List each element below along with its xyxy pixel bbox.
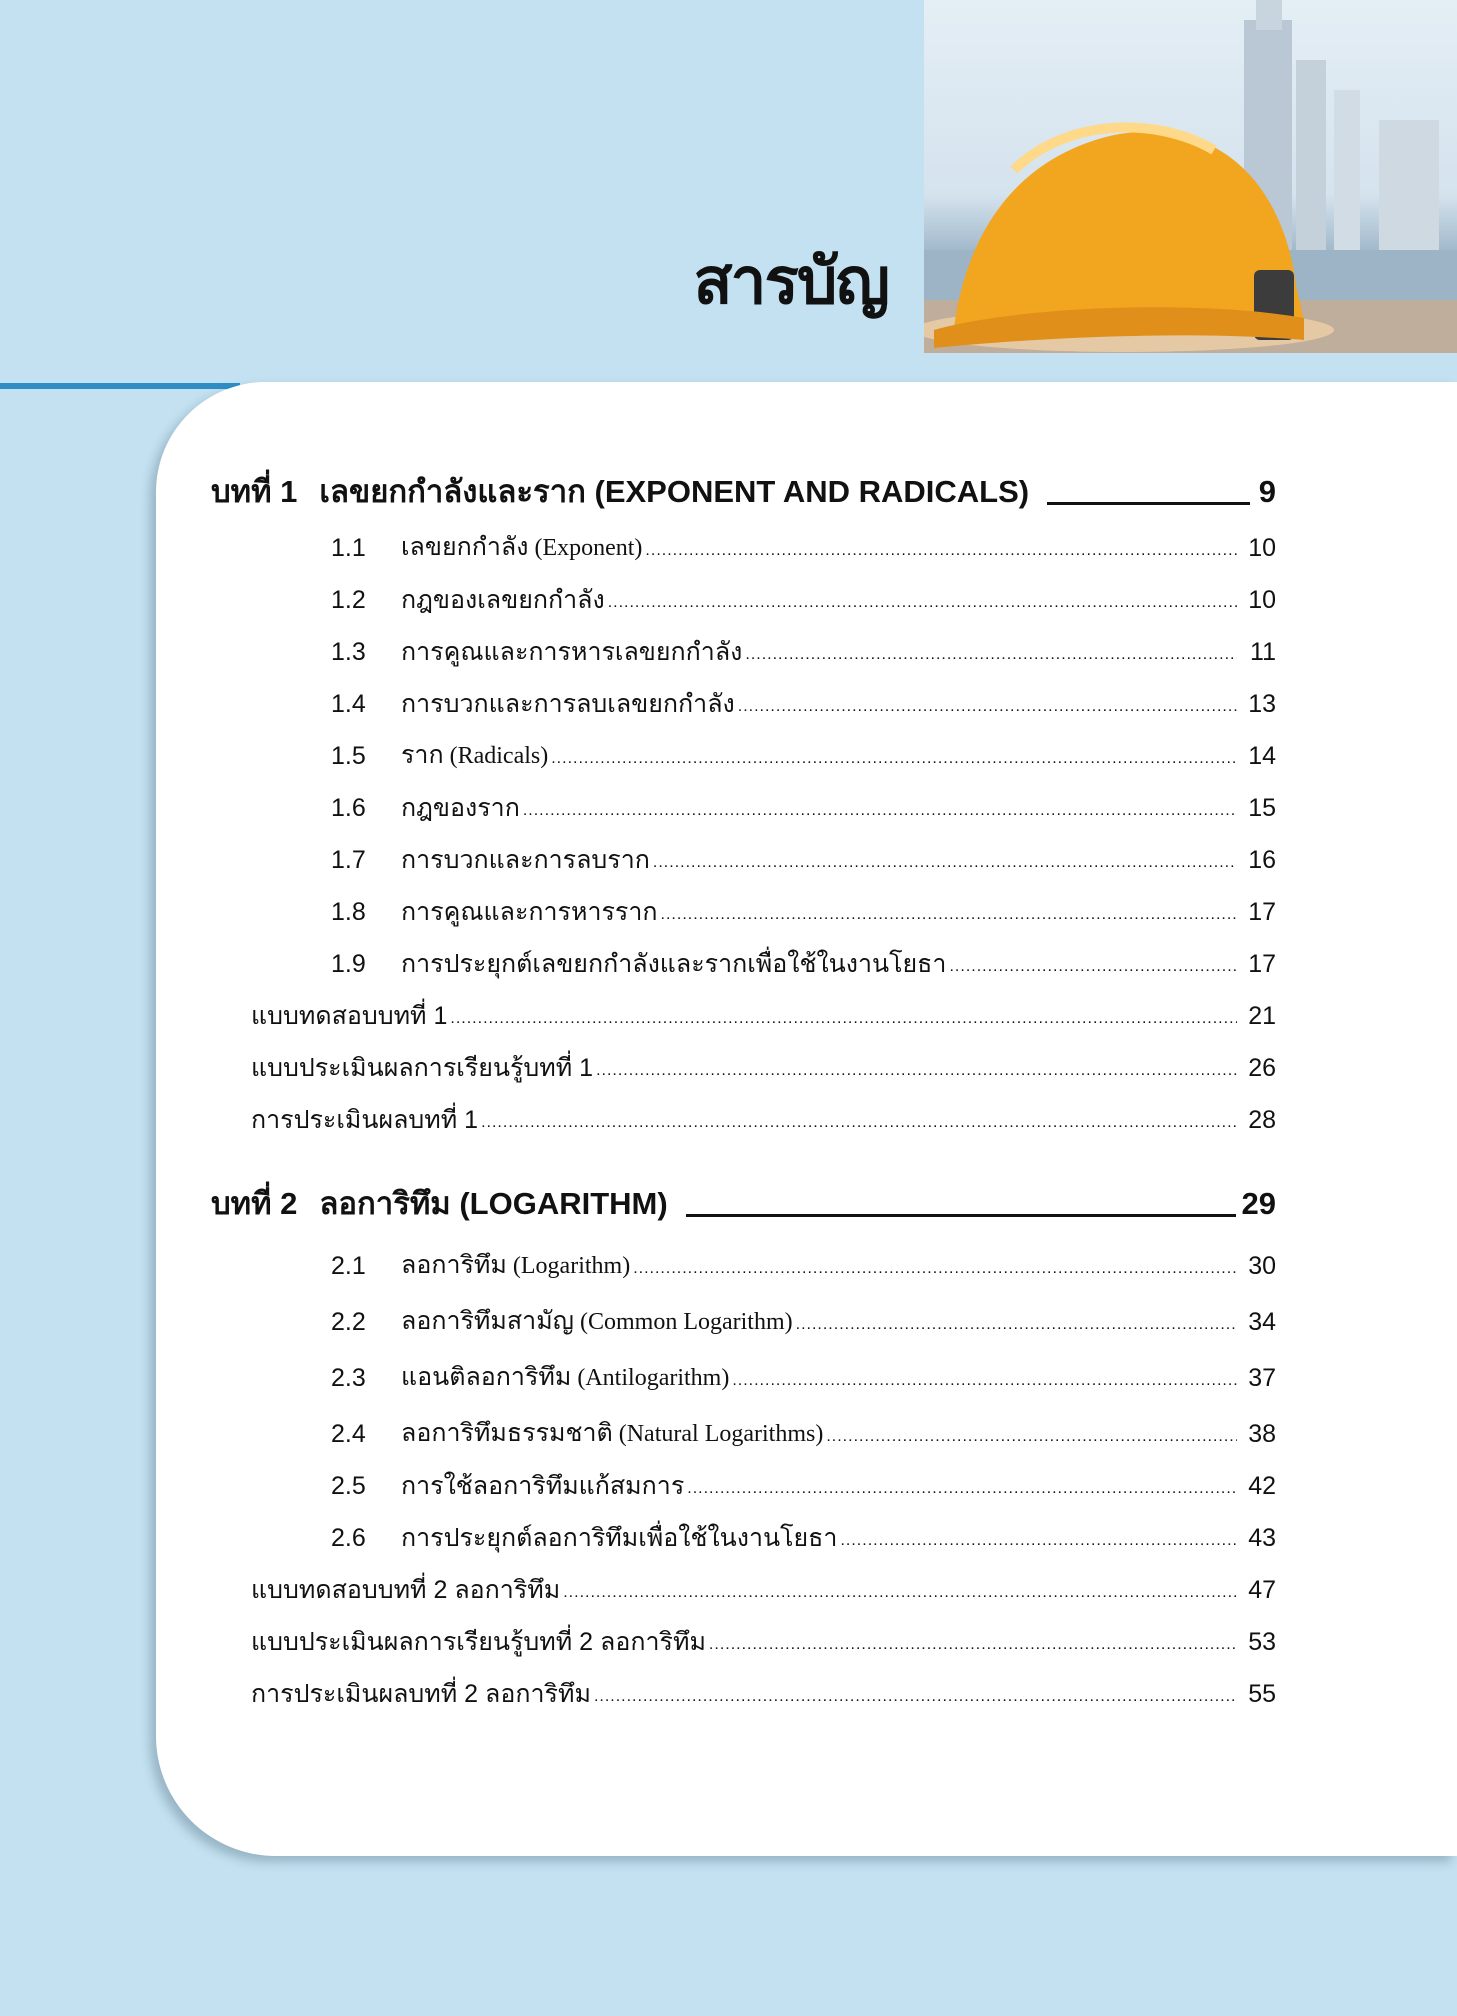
item-title: การประเมินผลบทที่ 2 ลอการิทึม xyxy=(251,1680,591,1708)
dot-leader xyxy=(551,744,1237,774)
chapter-heading[interactable] xyxy=(211,1182,1276,1226)
item-page: 38 xyxy=(1248,1420,1276,1448)
toc-item[interactable] xyxy=(211,774,1276,826)
item-title: การประยุกต์ลอการิทึมเพื่อใช้ในงานโยธา xyxy=(401,1524,838,1552)
dot-leader xyxy=(738,692,1237,722)
item-number: 1.5 xyxy=(331,742,366,770)
item-title: การใช้ลอการิทึมแก้สมการ xyxy=(401,1472,685,1500)
item-page: 15 xyxy=(1248,794,1276,822)
item-title-en: (Exponent) xyxy=(534,535,643,561)
item-title: เลขยกกำลัง xyxy=(401,533,529,561)
item-page: 47 xyxy=(1248,1576,1276,1604)
item-number: 2.4 xyxy=(331,1420,366,1448)
item-page: 53 xyxy=(1248,1628,1276,1656)
chapter-page: 29 xyxy=(1241,1186,1276,1221)
dot-leader xyxy=(481,1108,1237,1138)
toc-extra-item[interactable] xyxy=(251,1034,1276,1086)
section-gap xyxy=(211,1138,1276,1182)
dot-leader xyxy=(523,796,1237,826)
dot-leader xyxy=(633,1254,1237,1284)
chapter-label: บทที่ 2 xyxy=(211,1186,298,1221)
item-page: 11 xyxy=(1250,638,1276,666)
toc-item[interactable] xyxy=(211,826,1276,878)
toc-extra-item[interactable] xyxy=(251,1608,1276,1660)
item-title: แบบทดสอบบทที่ 2 ลอการิทึม xyxy=(251,1576,561,1604)
toc-item[interactable] xyxy=(211,1504,1276,1556)
item-title-en: (Radicals) xyxy=(449,743,549,769)
dot-leader xyxy=(796,1310,1237,1340)
dot-leader xyxy=(949,952,1237,982)
toc-extra-item[interactable] xyxy=(251,1660,1276,1712)
toc-item[interactable] xyxy=(211,514,1276,566)
item-title: ลอการิทึมสามัญ xyxy=(401,1307,574,1335)
item-page: 10 xyxy=(1248,534,1276,562)
item-number: 2.6 xyxy=(331,1524,366,1552)
item-page: 30 xyxy=(1248,1252,1276,1280)
item-title: การบวกและการลบเลขยกกำลัง xyxy=(401,690,735,718)
item-title: แบบทดสอบบทที่ 1 xyxy=(251,1002,448,1030)
toc-item[interactable] xyxy=(211,878,1276,930)
toc-item[interactable] xyxy=(211,1452,1276,1504)
item-page: 26 xyxy=(1248,1054,1276,1082)
item-page: 28 xyxy=(1248,1106,1276,1134)
item-number: 1.7 xyxy=(331,846,366,874)
toc-item[interactable] xyxy=(211,566,1276,618)
toc-item[interactable] xyxy=(211,930,1276,982)
dot-leader xyxy=(594,1682,1237,1712)
chapter-title: เลขยกกำลังและราก (EXPONENT AND RADICALS) xyxy=(319,474,1030,509)
toc-item[interactable] xyxy=(211,1284,1276,1340)
item-title-en: (Common Logarithm) xyxy=(579,1309,793,1335)
item-title: การบวกและการลบราก xyxy=(401,846,650,874)
chapter-title: ลอการิทึม (LOGARITHM) xyxy=(319,1186,668,1221)
item-number: 2.1 xyxy=(331,1252,366,1280)
dot-leader xyxy=(563,1578,1237,1608)
item-title: แบบประเมินผลการเรียนรู้บทที่ 2 ลอการิทึม xyxy=(251,1628,706,1656)
dot-leader xyxy=(745,640,1237,670)
item-number: 1.2 xyxy=(331,586,366,614)
hero-photo-hard-hat xyxy=(924,0,1457,353)
item-page: 13 xyxy=(1248,690,1276,718)
toc-item[interactable] xyxy=(211,670,1276,722)
chapter-rule xyxy=(686,1214,1236,1217)
table-of-contents xyxy=(211,470,1276,1712)
toc-item[interactable] xyxy=(211,618,1276,670)
item-title: การประยุกต์เลขยกกำลังและรากเพื่อใช้ในงานโยธา xyxy=(401,950,947,978)
item-number: 1.9 xyxy=(331,950,366,978)
item-page: 16 xyxy=(1248,846,1276,874)
item-number: 1.4 xyxy=(331,690,366,718)
toc-item[interactable] xyxy=(211,1226,1276,1284)
item-title: กฎของเลขยกกำลัง xyxy=(401,586,605,614)
item-page: 21 xyxy=(1248,1002,1276,1030)
item-title-en: (Antilogarithm) xyxy=(577,1365,730,1391)
item-page: 17 xyxy=(1248,898,1276,926)
item-number: 1.6 xyxy=(331,794,366,822)
dot-leader xyxy=(687,1474,1237,1504)
toc-item[interactable] xyxy=(211,722,1276,774)
toc-extra-item[interactable] xyxy=(251,982,1276,1034)
dot-leader xyxy=(826,1422,1237,1452)
dot-leader xyxy=(840,1526,1237,1556)
dot-leader xyxy=(732,1366,1237,1396)
item-number: 1.3 xyxy=(331,638,366,666)
toc-item[interactable] xyxy=(211,1396,1276,1452)
item-number: 2.5 xyxy=(331,1472,366,1500)
chapter-label: บทที่ 1 xyxy=(211,474,298,509)
dot-leader xyxy=(653,848,1237,878)
item-title: การประเมินผลบทที่ 1 xyxy=(251,1106,479,1134)
chapter-heading[interactable] xyxy=(211,470,1276,514)
dot-leader xyxy=(709,1630,1237,1660)
item-title: ลอการิทึมธรรมชาติ xyxy=(401,1419,613,1447)
dot-leader xyxy=(661,900,1237,930)
item-page: 55 xyxy=(1248,1680,1276,1708)
item-number: 2.3 xyxy=(331,1364,366,1392)
item-page: 43 xyxy=(1248,1524,1276,1552)
item-page: 37 xyxy=(1248,1364,1276,1392)
item-number: 1.8 xyxy=(331,898,366,926)
item-number: 1.1 xyxy=(331,534,366,562)
dot-leader xyxy=(450,1004,1237,1034)
dot-leader xyxy=(596,1056,1237,1086)
item-page: 14 xyxy=(1248,742,1276,770)
header-accent-rule xyxy=(0,383,240,389)
item-page: 42 xyxy=(1248,1472,1276,1500)
dot-leader xyxy=(608,588,1237,618)
toc-extra-item[interactable] xyxy=(251,1086,1276,1138)
item-title: ราก xyxy=(401,741,444,769)
chapter-page: 9 xyxy=(1258,474,1276,509)
item-title: แบบประเมินผลการเรียนรู้บทที่ 1 xyxy=(251,1054,594,1082)
item-title: แอนติลอการิทึม xyxy=(401,1363,572,1391)
item-title-en: (Logarithm) xyxy=(512,1253,631,1279)
toc-extra-item[interactable] xyxy=(251,1556,1276,1608)
dot-leader xyxy=(645,536,1237,566)
item-page: 10 xyxy=(1248,586,1276,614)
chapter-rule xyxy=(1047,502,1250,505)
toc-item[interactable] xyxy=(211,1340,1276,1396)
item-title: กฎของราก xyxy=(401,794,520,822)
item-title-en: (Natural Logarithms) xyxy=(618,1421,824,1447)
item-page: 34 xyxy=(1248,1308,1276,1336)
item-title: การคูณและการหารเลขยกกำลัง xyxy=(401,638,743,666)
item-title: การคูณและการหารราก xyxy=(401,898,658,926)
item-number: 2.2 xyxy=(331,1308,366,1336)
item-page: 17 xyxy=(1248,950,1276,978)
item-title: ลอการิทึม xyxy=(401,1251,507,1279)
page-title: สารบัญ xyxy=(693,245,888,319)
